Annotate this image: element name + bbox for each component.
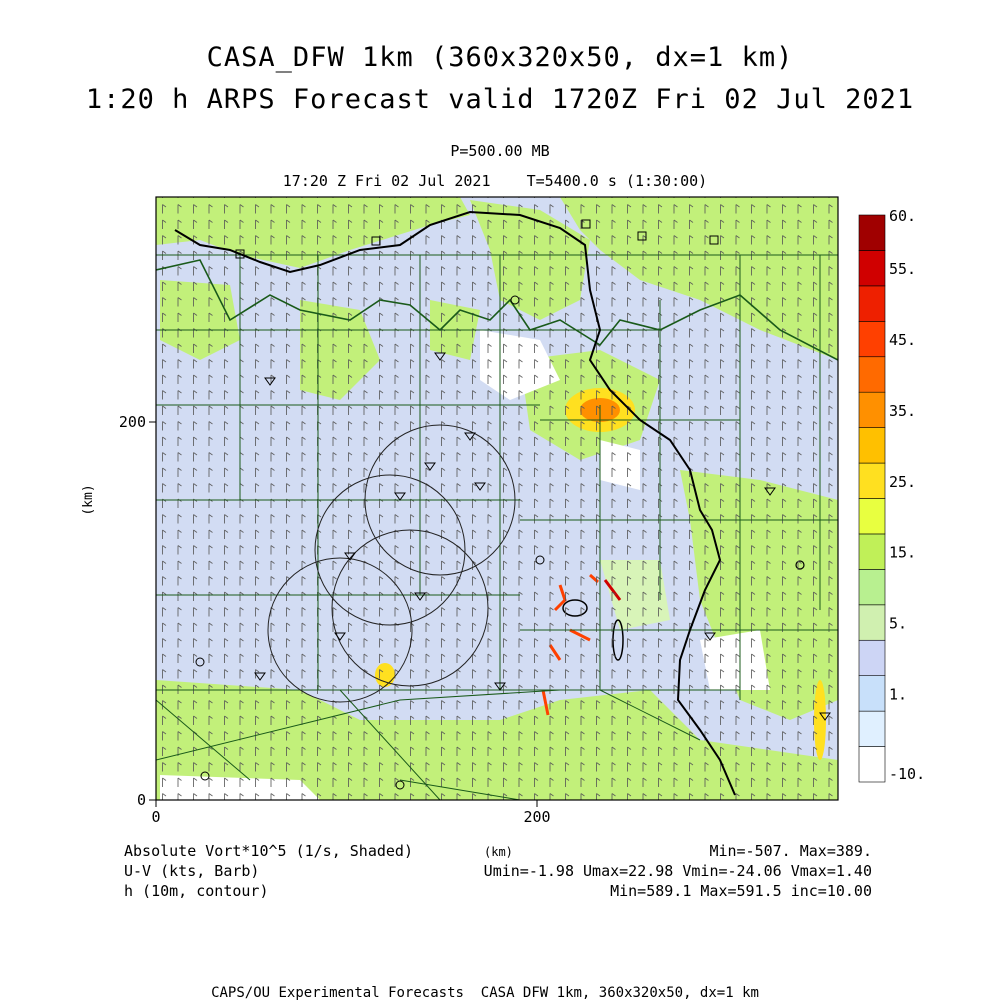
colorbar-swatch <box>859 534 885 569</box>
colorbar-swatch <box>859 321 885 356</box>
legend-field-1-stats: Min=-507. Max=389. <box>709 842 872 860</box>
x-tick-0: 0 <box>151 808 161 826</box>
legend-field-3-stats: Min=589.1 Max=591.5 inc=10.00 <box>610 882 872 900</box>
colorbar-label: 45. <box>889 331 917 350</box>
colorbar-label: 60. <box>889 207 917 225</box>
colorbar-swatch <box>859 747 885 782</box>
time-label: 17:20 Z Fri 02 Jul 2021 T=5400.0 s (1:30:00) <box>282 172 708 190</box>
colorbar-swatch <box>859 250 885 285</box>
colorbar-swatch <box>859 392 885 427</box>
colorbar-swatch <box>859 605 885 640</box>
colorbar-label: 55. <box>889 260 917 279</box>
colorbar-swatch <box>859 286 885 321</box>
colorbar-label: 35. <box>889 401 917 420</box>
colorbar <box>859 207 925 783</box>
y-axis-label: (km) <box>81 484 96 516</box>
legend-field-1: Absolute Vort*10^5 (1/s, Shaded) <box>124 842 413 860</box>
colorbar-swatch <box>859 676 885 711</box>
title-line-1: CASA_DFW 1km (360x320x50, dx=1 km) <box>206 42 794 73</box>
legend-field-3: h (10m, contour) <box>124 882 269 900</box>
colorbar-swatch <box>859 463 885 498</box>
legend-field-2: U-V (kts, Barb) <box>124 862 260 880</box>
title-line-2: 1:20 h ARPS Forecast valid 1720Z Fri 02 Jul 2021 <box>85 84 915 115</box>
map-panel <box>156 197 838 800</box>
colorbar-label: 1. <box>889 685 908 704</box>
x-axis-label: (km) <box>484 845 513 859</box>
colorbar-label: 25. <box>889 472 917 491</box>
colorbar-swatch <box>859 640 885 675</box>
colorbar-swatch <box>859 357 885 392</box>
pressure-level-label: P=500.00 MB <box>450 142 550 160</box>
colorbar-swatch <box>859 569 885 604</box>
colorbar-swatch <box>859 499 885 534</box>
y-tick-200: 200 <box>118 413 146 431</box>
colorbar-label: 15. <box>889 543 917 562</box>
colorbar-swatch <box>859 711 885 746</box>
footer-credit: CAPS/OU Experimental Forecasts CASA DFW 1km, 360x320x50, dx=1 km <box>211 985 759 1001</box>
legend-field-2-stats: Umin=-1.98 Umax=22.98 Vmin=-24.06 Vmax=1.40 <box>483 862 872 880</box>
wind-barbs <box>156 197 838 800</box>
colorbar-swatch <box>859 215 885 250</box>
x-tick-200: 200 <box>523 808 551 826</box>
colorbar-label: 5. <box>889 614 908 633</box>
y-tick-0: 0 <box>136 791 146 809</box>
colorbar-label: -10. <box>889 765 926 784</box>
colorbar-swatch <box>859 428 885 463</box>
